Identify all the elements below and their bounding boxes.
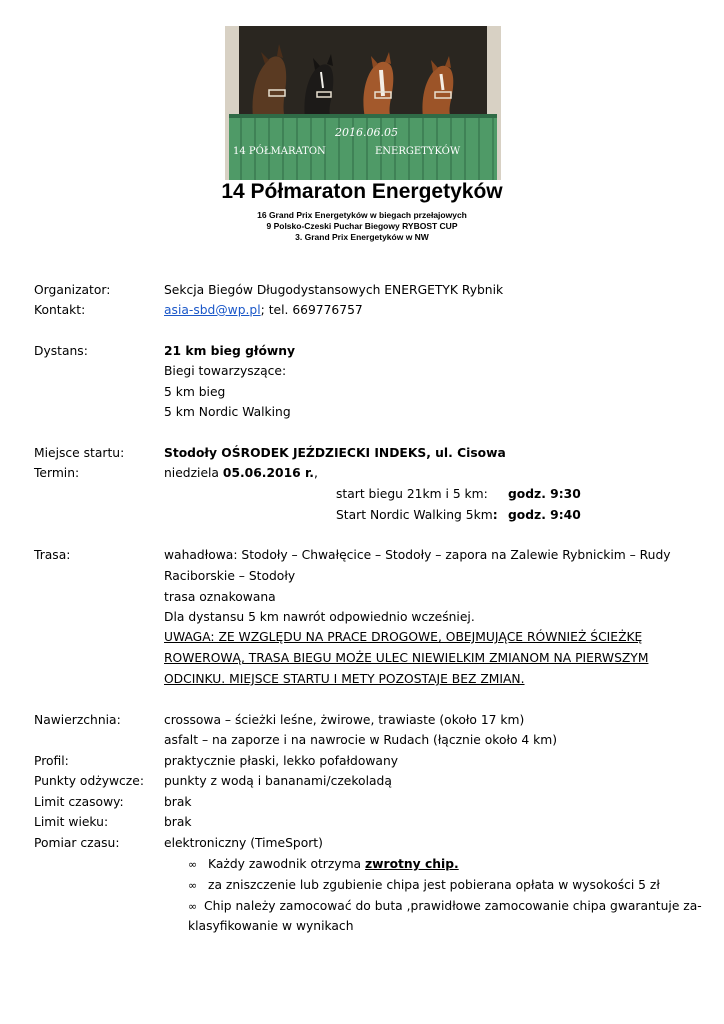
date-label: Termin: bbox=[34, 466, 80, 480]
organizer-value: Sekcja Biegów Długodystansowych ENERGETYK Rybnik bbox=[164, 283, 504, 297]
contact-label: Kontakt: bbox=[34, 303, 86, 317]
start-nordic-walking-label-colon: : bbox=[492, 508, 498, 522]
infinity-bullet-icon: ∞ bbox=[188, 900, 198, 913]
profile-label: Profil: bbox=[34, 754, 69, 768]
timing-bullet-3-text: Chip należy zamocować do buta ,prawidłowe zamocowanie chipa gwarantuje za- bbox=[204, 899, 702, 913]
route-5km-turnaround: Dla dystansu 5 km nawrót odpowiednio wcześniej. bbox=[164, 610, 475, 624]
timing-bullet-1-text: Każdy zawodnik otrzyma bbox=[208, 857, 366, 871]
route-warning-line-1: UWAGA: ZE WZGLĘDU NA PRACE DROGOWE, OBEJMUJĄCE RÓWNIEŻ ŚCIEŻKĘ bbox=[164, 630, 643, 644]
start-place-label: Miejsce startu: bbox=[34, 446, 125, 460]
route-line-2: Raciborskie – Stodoły bbox=[164, 569, 296, 583]
profile-value: praktycznie płaski, lekko pofałdowany bbox=[164, 754, 399, 768]
start-21km-label: start biegu 21km i 5 km: bbox=[336, 487, 488, 501]
banner-date-text: 2016.06.05 bbox=[335, 126, 398, 139]
date-suffix: , bbox=[313, 466, 318, 480]
contact-value bbox=[164, 303, 363, 317]
distance-main: 21 km bieg główny bbox=[164, 344, 296, 358]
timing-label: Pomiar czasu: bbox=[34, 836, 120, 850]
timing-bullet-3 bbox=[188, 899, 702, 913]
surface-line-1: crossowa – ścieżki leśne, żwirowe, trawiaste (około 17 km) bbox=[164, 713, 525, 727]
date-prefix: niedziela bbox=[164, 466, 223, 480]
route-warning-line-3: ODCINKU. MIEJSCE STARTU I METY POZOSTAJE BEZ ZMIAN. bbox=[164, 672, 525, 686]
timing-bullet-1-chip: zwrotny chip. bbox=[365, 857, 459, 871]
refreshment-label: Punkty odżywcze: bbox=[34, 774, 144, 788]
route-warning-line-2: ROWEROWĄ, TRASA BIEGU MOŻE ULEC NIEWIELKIM ZMIANOM NA PIERWSZYM bbox=[164, 651, 649, 665]
timing-bullet-3-continuation: klasyfikowanie w wynikach bbox=[188, 919, 354, 933]
date-date: 05.06.2016 r. bbox=[222, 466, 314, 480]
start-place-value: Stodoły OŚRODEK JEŹDZIECKI INDEKS, ul. Cisowa bbox=[164, 446, 506, 460]
timing-value: elektroniczny (TimeSport) bbox=[164, 836, 323, 850]
route-label: Trasa: bbox=[34, 548, 71, 562]
time-limit-value: brak bbox=[164, 795, 192, 809]
page-title: 14 Półmaraton Energetyków bbox=[221, 180, 503, 203]
route-marked: trasa oznakowana bbox=[164, 590, 276, 604]
start-nordic-walking-time: godz. 9:40 bbox=[508, 508, 581, 522]
distance-label: Dystans: bbox=[34, 344, 88, 358]
distance-side-run: 5 km bieg bbox=[164, 385, 226, 399]
contact-email-link[interactable]: asia-sbd@wp.pl bbox=[164, 303, 261, 317]
surface-line-2: asfalt – na zaporze i na nawrocie w Rudach (łącznie około 4 km) bbox=[164, 733, 558, 747]
infinity-bullet-icon: ∞ bbox=[188, 858, 198, 871]
subtitle-grand-prix: 16 Grand Prix Energetyków w biegach przełajowych bbox=[257, 210, 467, 220]
banner-event-text-left: 14 PÓŁMARATON bbox=[233, 146, 326, 157]
contact-phone: ; tel. 669776757 bbox=[260, 303, 363, 317]
subtitle-grand-prix-nw: 3. Grand Prix Energetyków w NW bbox=[295, 232, 429, 242]
start-nordic-walking-label-text: Start Nordic Walking 5km bbox=[336, 508, 493, 522]
age-limit-value: brak bbox=[164, 815, 192, 829]
distance-side-nordic-walking: 5 km Nordic Walking bbox=[164, 405, 291, 419]
surface-label: Nawierzchnia: bbox=[34, 713, 121, 727]
start-nordic-walking-label bbox=[336, 508, 498, 522]
timing-bullet-2-text: za zniszczenie lub zgubienie chipa jest pobierana opłata w wysokości 5 zł bbox=[208, 878, 660, 892]
age-limit-label: Limit wieku: bbox=[34, 815, 109, 829]
organizer-label: Organizator: bbox=[34, 283, 111, 297]
refreshment-value: punkty z wodą i bananami/czekoladą bbox=[164, 774, 392, 788]
time-limit-label: Limit czasowy: bbox=[34, 795, 124, 809]
event-banner-photo bbox=[225, 26, 501, 180]
infinity-bullet-icon: ∞ bbox=[188, 879, 198, 892]
subtitle-rybost-cup: 9 Polsko-Czeski Puchar Biegowy RYBOST CUP bbox=[266, 221, 458, 231]
start-21km-time: godz. 9:30 bbox=[508, 487, 581, 501]
timing-bullet-2 bbox=[188, 878, 660, 892]
horses-at-stable-gate-image bbox=[225, 26, 501, 180]
gate-top-rail bbox=[229, 114, 497, 118]
timing-bullet-1 bbox=[188, 857, 459, 871]
banner-event-text-right: ENERGETYKÓW bbox=[375, 146, 461, 157]
date-value bbox=[164, 466, 318, 480]
distance-side-heading: Biegi towarzyszące: bbox=[164, 364, 287, 378]
route-line-1: wahadłowa: Stodoły – Chwałęcice – Stodoły – zapora na Zalewie Rybnickim – Rudy bbox=[164, 548, 671, 562]
